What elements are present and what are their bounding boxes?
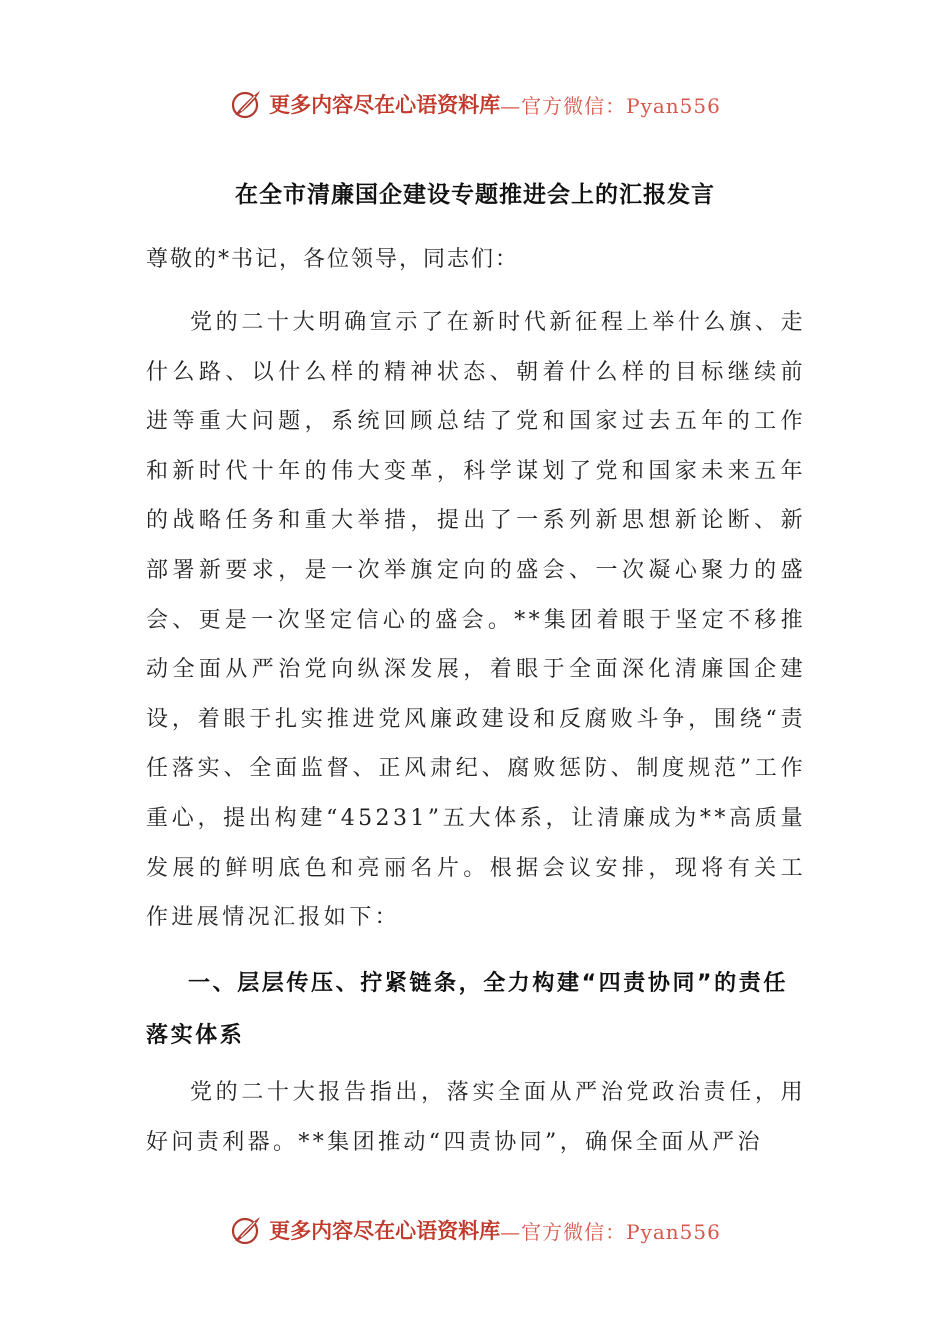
footer-watermark [0, 1210, 950, 1250]
watermark-wechat-text: —官方微信：Pyan556 [500, 1219, 721, 1244]
section-heading-1: 一、层层传压、拧紧链条，全力构建“四责协同”的责任落实体系 [146, 971, 788, 1048]
document-title: 在全市清廉国企建设专题推进会上的汇报发言 [235, 182, 715, 208]
quill-pen-logo-icon [229, 87, 263, 121]
header-watermark [0, 84, 950, 124]
body-paragraph-section-1: 党的二十大报告指出，落实全面从严治党政治责任，用好问责利器。**集团推动“四责协同”，确保全面从严治 [146, 1080, 806, 1155]
watermark-wechat-text: —官方微信：Pyan556 [500, 93, 721, 118]
body-paragraph-intro: 党的二十大明确宣示了在新时代新征程上举什么旗、走什么路、以什么样的精神状态、朝着什么样的目标继续前进等重大问题，系统回顾总结了党和国家过去五年的工作和新时代十年的伟大变革，科学谋划了党和国家未来五年的战略任务和重大举措，提出了一系列新思想新论断、新部署新要求，是一次举旗定向的盛会、一次凝心聚力的盛会、更是一次坚定信心的盛会。**集团着眼于坚定不移推动全面从严治党向纵深发展，着眼于全面深化清廉国企建设，着眼于扎实推进党风廉政建设和反腐败斗争，围绕“责任落实、全面监督、正风肃纪、腐败惩防、制度规范”工作重心，提出构建“45231”五大体系，让清廉成为**高质量发展的鲜明底色和亮丽名片。根据会议安排，现将有关工作进展情况汇报如下： [146, 310, 806, 931]
watermark-main-text: 更多内容尽在心语资料库 [269, 92, 501, 117]
watermark-main-text: 更多内容尽在心语资料库 [269, 1218, 501, 1243]
salutation: 尊敬的*书记，各位领导，同志们： [146, 247, 520, 272]
quill-pen-logo-icon [229, 1213, 263, 1247]
